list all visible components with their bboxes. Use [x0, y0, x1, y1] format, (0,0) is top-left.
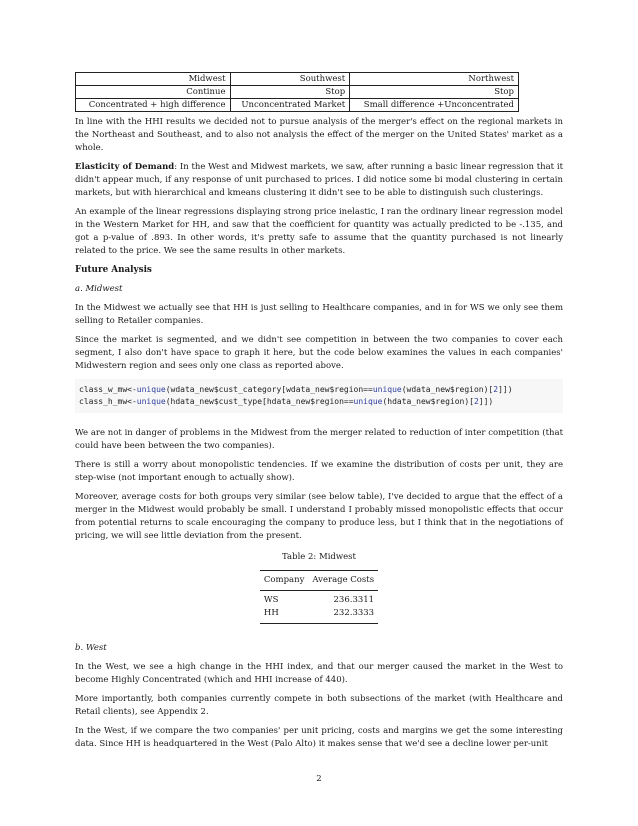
table-row: [76, 73, 519, 86]
midwest-paragraph-3: We are not in danger of problems in the Midwest from the merger related to reduction of inter competition (that could have been between the two companies).: [75, 428, 563, 451]
table-row: [260, 591, 378, 608]
table-wrapper: [75, 570, 563, 624]
table-row: [76, 99, 519, 112]
midwest-paragraph-1: In the Midwest we actually see that HH is just selling to Healthcare companies, and in for WS we only see them selling to Retailer companies.: [75, 303, 563, 326]
table-cell: HH: [260, 607, 308, 624]
west-heading: b. West: [75, 643, 107, 653]
regression-paragraph: An example of the linear regressions displaying strong price inelastic, I ran the ordinary linear regression model in the Western Market for HH, and saw that the coefficient for quantity was actually predicted to be -.135, and got a p-value of .893. In other words, it's pretty safe to assume that the quantity purchased is not linearly related to the price. We see the same results in other markets.: [75, 207, 563, 256]
table-cell: Northwest: [350, 73, 519, 86]
midwest-costs-table: [260, 570, 378, 624]
table-cell: Continue: [76, 86, 231, 99]
table-caption: Table 2: Midwest: [282, 552, 356, 562]
table-cell: Unconcentrated Market: [230, 99, 350, 112]
table-cell: WS: [263, 595, 279, 605]
midwest-paragraph-4: There is still a worry about monopolistic tendencies. If we examine the distribution of costs per unit, they are step-wise (not important enough to actually show).: [75, 460, 563, 483]
midwest-heading: a. Midwest: [75, 284, 123, 294]
region-decision-table: [75, 72, 519, 112]
column-header: Average Costs: [308, 571, 378, 591]
code-line: class_h_mw<-unique(hdata_new$cust_type[hdata_new$region==unique(hdata_new$region)[2]]): [79, 397, 494, 406]
table-cell: Stop: [350, 86, 519, 99]
west-paragraph-3: In the West, if we compare the two companies' per unit pricing, costs and margins we get the some interesting data. Since HH is headquartered in the West (Palo Alto) it makes sense that we'd see a decline lower per-unit: [75, 726, 563, 749]
column-header: Company: [260, 571, 308, 591]
table-cell: Southwest: [230, 73, 350, 86]
elasticity-label: Elasticity of Demand: [75, 162, 175, 172]
page-number: 2: [316, 774, 322, 784]
west-paragraph-2: More importantly, both companies currently compete in both subsections of the market (with Healthcare and Retail clients), see Appendix 2.: [75, 694, 563, 717]
elasticity-paragraph: [75, 161, 563, 200]
table-header-row: [260, 571, 378, 591]
elasticity-text: : In the West and Midwest markets, we saw, after running a basic linear regression that it didn't appear much, if any response of unit purchased to prices. I did notice some bi modal clustering in certain markets, but with hierarchical and kmeans clustering it didn't see to be able to distinguish such clusterings.: [75, 162, 563, 198]
table-cell: 236.3311: [333, 595, 375, 605]
table-cell: Stop: [230, 86, 350, 99]
table-cell: Small difference +Unconcentrated: [350, 99, 519, 112]
future-analysis-heading: Future Analysis: [75, 265, 152, 275]
hhi-paragraph: In line with the HHI results we decided not to pursue analysis of the merger's effect on the regional markets in the Northeast and Southeast, and to also not analysis the effect of the merger on the United States' market as a whole.: [75, 117, 563, 153]
code-line: class_w_mw<-unique(wdata_new$cust_category[wdata_new$region==unique(wdata_new$region)[2]]): [79, 385, 513, 394]
table-cell: Midwest: [76, 73, 231, 86]
table-cell: 232.3333: [308, 607, 378, 624]
west-paragraph-1: In the West, we see a high change in the HHI index, and that our merger caused the market in the West to become Highly Concentrated (which and HHI increase of 440).: [75, 662, 563, 685]
midwest-paragraph-5: Moreover, average costs for both groups very similar (see below table), I've decided to argue that the effect of a merger in the Midwest would probably be small. I understand I probably missed monopolistic effects that occur from potential returns to scale encouraging the company to produce less, but I think that in the negotiations of pricing, we will see little deviation from the present.: [75, 492, 563, 541]
midwest-paragraph-2: Since the market is segmented, and we didn't see competition in between the two companies to cover each segment, I also don't have space to graph it here, but the code below examines the values in each companies' Midwestern region and sees only one class as reported above.: [75, 335, 563, 371]
page-content: [75, 72, 563, 757]
table-cell: Concentrated + high difference: [76, 99, 231, 112]
table-row: [260, 607, 378, 624]
table-row: [76, 86, 519, 99]
code-block: [75, 379, 563, 413]
